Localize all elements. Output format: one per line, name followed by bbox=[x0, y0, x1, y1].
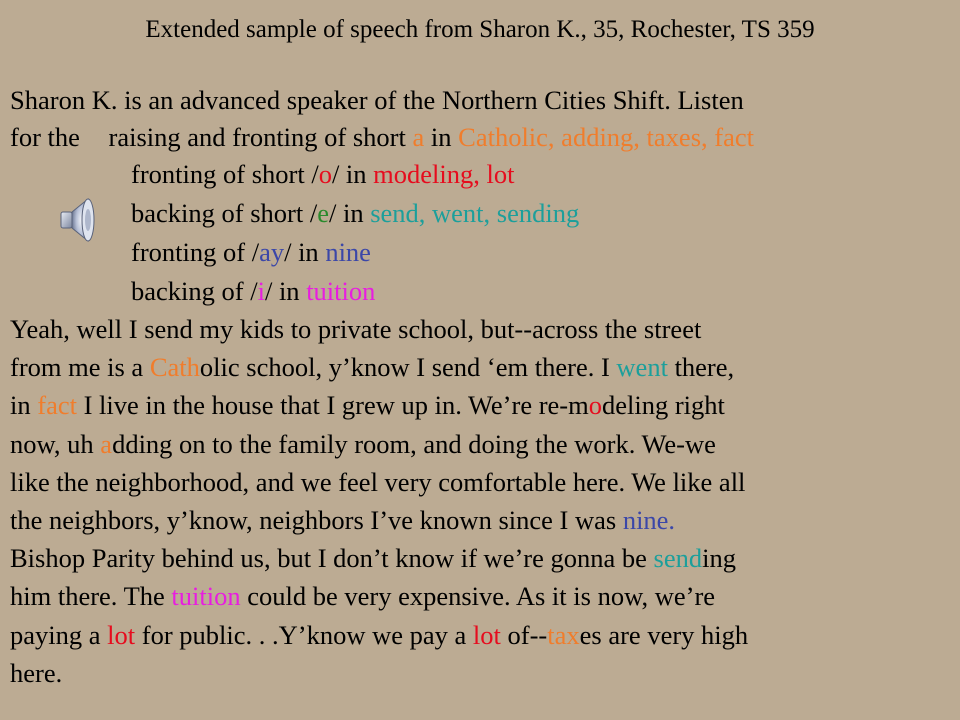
feature-text: backing of / bbox=[131, 276, 258, 306]
vowel-label: ay bbox=[259, 237, 285, 267]
intro-line-1: Sharon K. is an advanced speaker of the Northern Cities Shift. Listen bbox=[10, 85, 744, 115]
highlighted-word: o bbox=[588, 390, 602, 420]
highlighted-word: lot bbox=[472, 620, 501, 650]
transcript-text: like the neighborhood, and we feel very comfortable here. We like all bbox=[10, 467, 746, 497]
highlighted-word: a bbox=[100, 429, 113, 459]
transcript-text: from me is a bbox=[10, 352, 150, 382]
highlighted-word: nine. bbox=[622, 505, 676, 535]
feature-text: / in bbox=[331, 159, 367, 189]
feature-text: / in bbox=[264, 276, 300, 306]
feature-line-short-o bbox=[131, 158, 515, 190]
intro-line-2 bbox=[10, 121, 754, 153]
transcript-line bbox=[10, 313, 701, 345]
example-words: tuition bbox=[306, 276, 376, 306]
transcript-text: Bishop Parity behind us, but I don’t know if we’re gonna be bbox=[10, 543, 654, 573]
feature-text: fronting of / bbox=[131, 237, 260, 267]
highlighted-word: tax bbox=[547, 620, 580, 650]
highlighted-word: tuition bbox=[171, 581, 241, 611]
vowel-label: o bbox=[318, 159, 332, 189]
transcript-text: there, bbox=[667, 352, 735, 382]
feature-line-short-i bbox=[131, 275, 375, 307]
transcript-text: dding on to the family room, and doing the work. We-we bbox=[112, 429, 716, 459]
transcript-text: here. bbox=[10, 658, 63, 688]
highlighted-word: went bbox=[616, 352, 668, 382]
transcript-line bbox=[10, 428, 716, 460]
transcript-text: I live in the house that I grew up in. We’re re-m bbox=[76, 390, 589, 420]
transcript-line bbox=[10, 619, 748, 651]
transcript-text: olic school, y’know I send ‘em there. I bbox=[199, 352, 617, 382]
feature-line-ay bbox=[131, 236, 371, 268]
vowel-label: e bbox=[317, 198, 329, 228]
transcript-line bbox=[10, 580, 715, 612]
vowel-label: a bbox=[412, 122, 425, 152]
feature-text: / in bbox=[328, 198, 364, 228]
transcript-text: the neighbors, y’know, neighbors I’ve known since I was bbox=[10, 505, 623, 535]
highlighted-word: fact bbox=[37, 390, 77, 420]
transcript-line bbox=[10, 542, 736, 574]
transcript-text: Yeah, well I send my kids to private school, but--across the street bbox=[10, 314, 702, 344]
example-words: nine bbox=[325, 237, 371, 267]
feature-text: fronting of short / bbox=[131, 159, 319, 189]
transcript-text: now, uh bbox=[10, 429, 101, 459]
transcript-line bbox=[10, 351, 734, 383]
transcript-text: of-- bbox=[500, 620, 548, 650]
intro-prefix: for the bbox=[10, 122, 80, 152]
transcript-line bbox=[10, 466, 745, 498]
example-words: modeling, lot bbox=[373, 159, 515, 189]
transcript-line bbox=[10, 504, 675, 536]
highlighted-word: Cath bbox=[149, 352, 200, 382]
speaker-icon[interactable] bbox=[58, 196, 102, 244]
vowel-label: i bbox=[257, 276, 265, 306]
feature-text: backing of short / bbox=[131, 198, 318, 228]
transcript-text: him there. The bbox=[10, 581, 172, 611]
feature-line-short-e bbox=[131, 197, 579, 229]
feature-text: / in bbox=[284, 237, 319, 267]
highlighted-word: send bbox=[653, 543, 703, 573]
transcript-line bbox=[10, 389, 725, 421]
slide-title: Extended sample of speech from Sharon K., 35, Rochester, TS 359 bbox=[145, 16, 815, 43]
in-label: in bbox=[430, 122, 452, 152]
transcript-text: paying a bbox=[10, 620, 108, 650]
transcript-line bbox=[10, 657, 62, 689]
example-words: send, went, sending bbox=[370, 198, 580, 228]
example-words: Catholic, adding, taxes, fact bbox=[458, 122, 754, 152]
transcript-text: for public. . .Y’know we pay a bbox=[135, 620, 473, 650]
transcript-text: in bbox=[10, 390, 38, 420]
highlighted-word: lot bbox=[107, 620, 136, 650]
transcript-text: deling right bbox=[601, 390, 725, 420]
feature-label: raising and fronting of short bbox=[108, 122, 406, 152]
transcript-text: ing bbox=[702, 543, 736, 573]
transcript-text: es are very high bbox=[579, 620, 749, 650]
transcript-text: could be very expensive. As it is now, we’re bbox=[240, 581, 716, 611]
